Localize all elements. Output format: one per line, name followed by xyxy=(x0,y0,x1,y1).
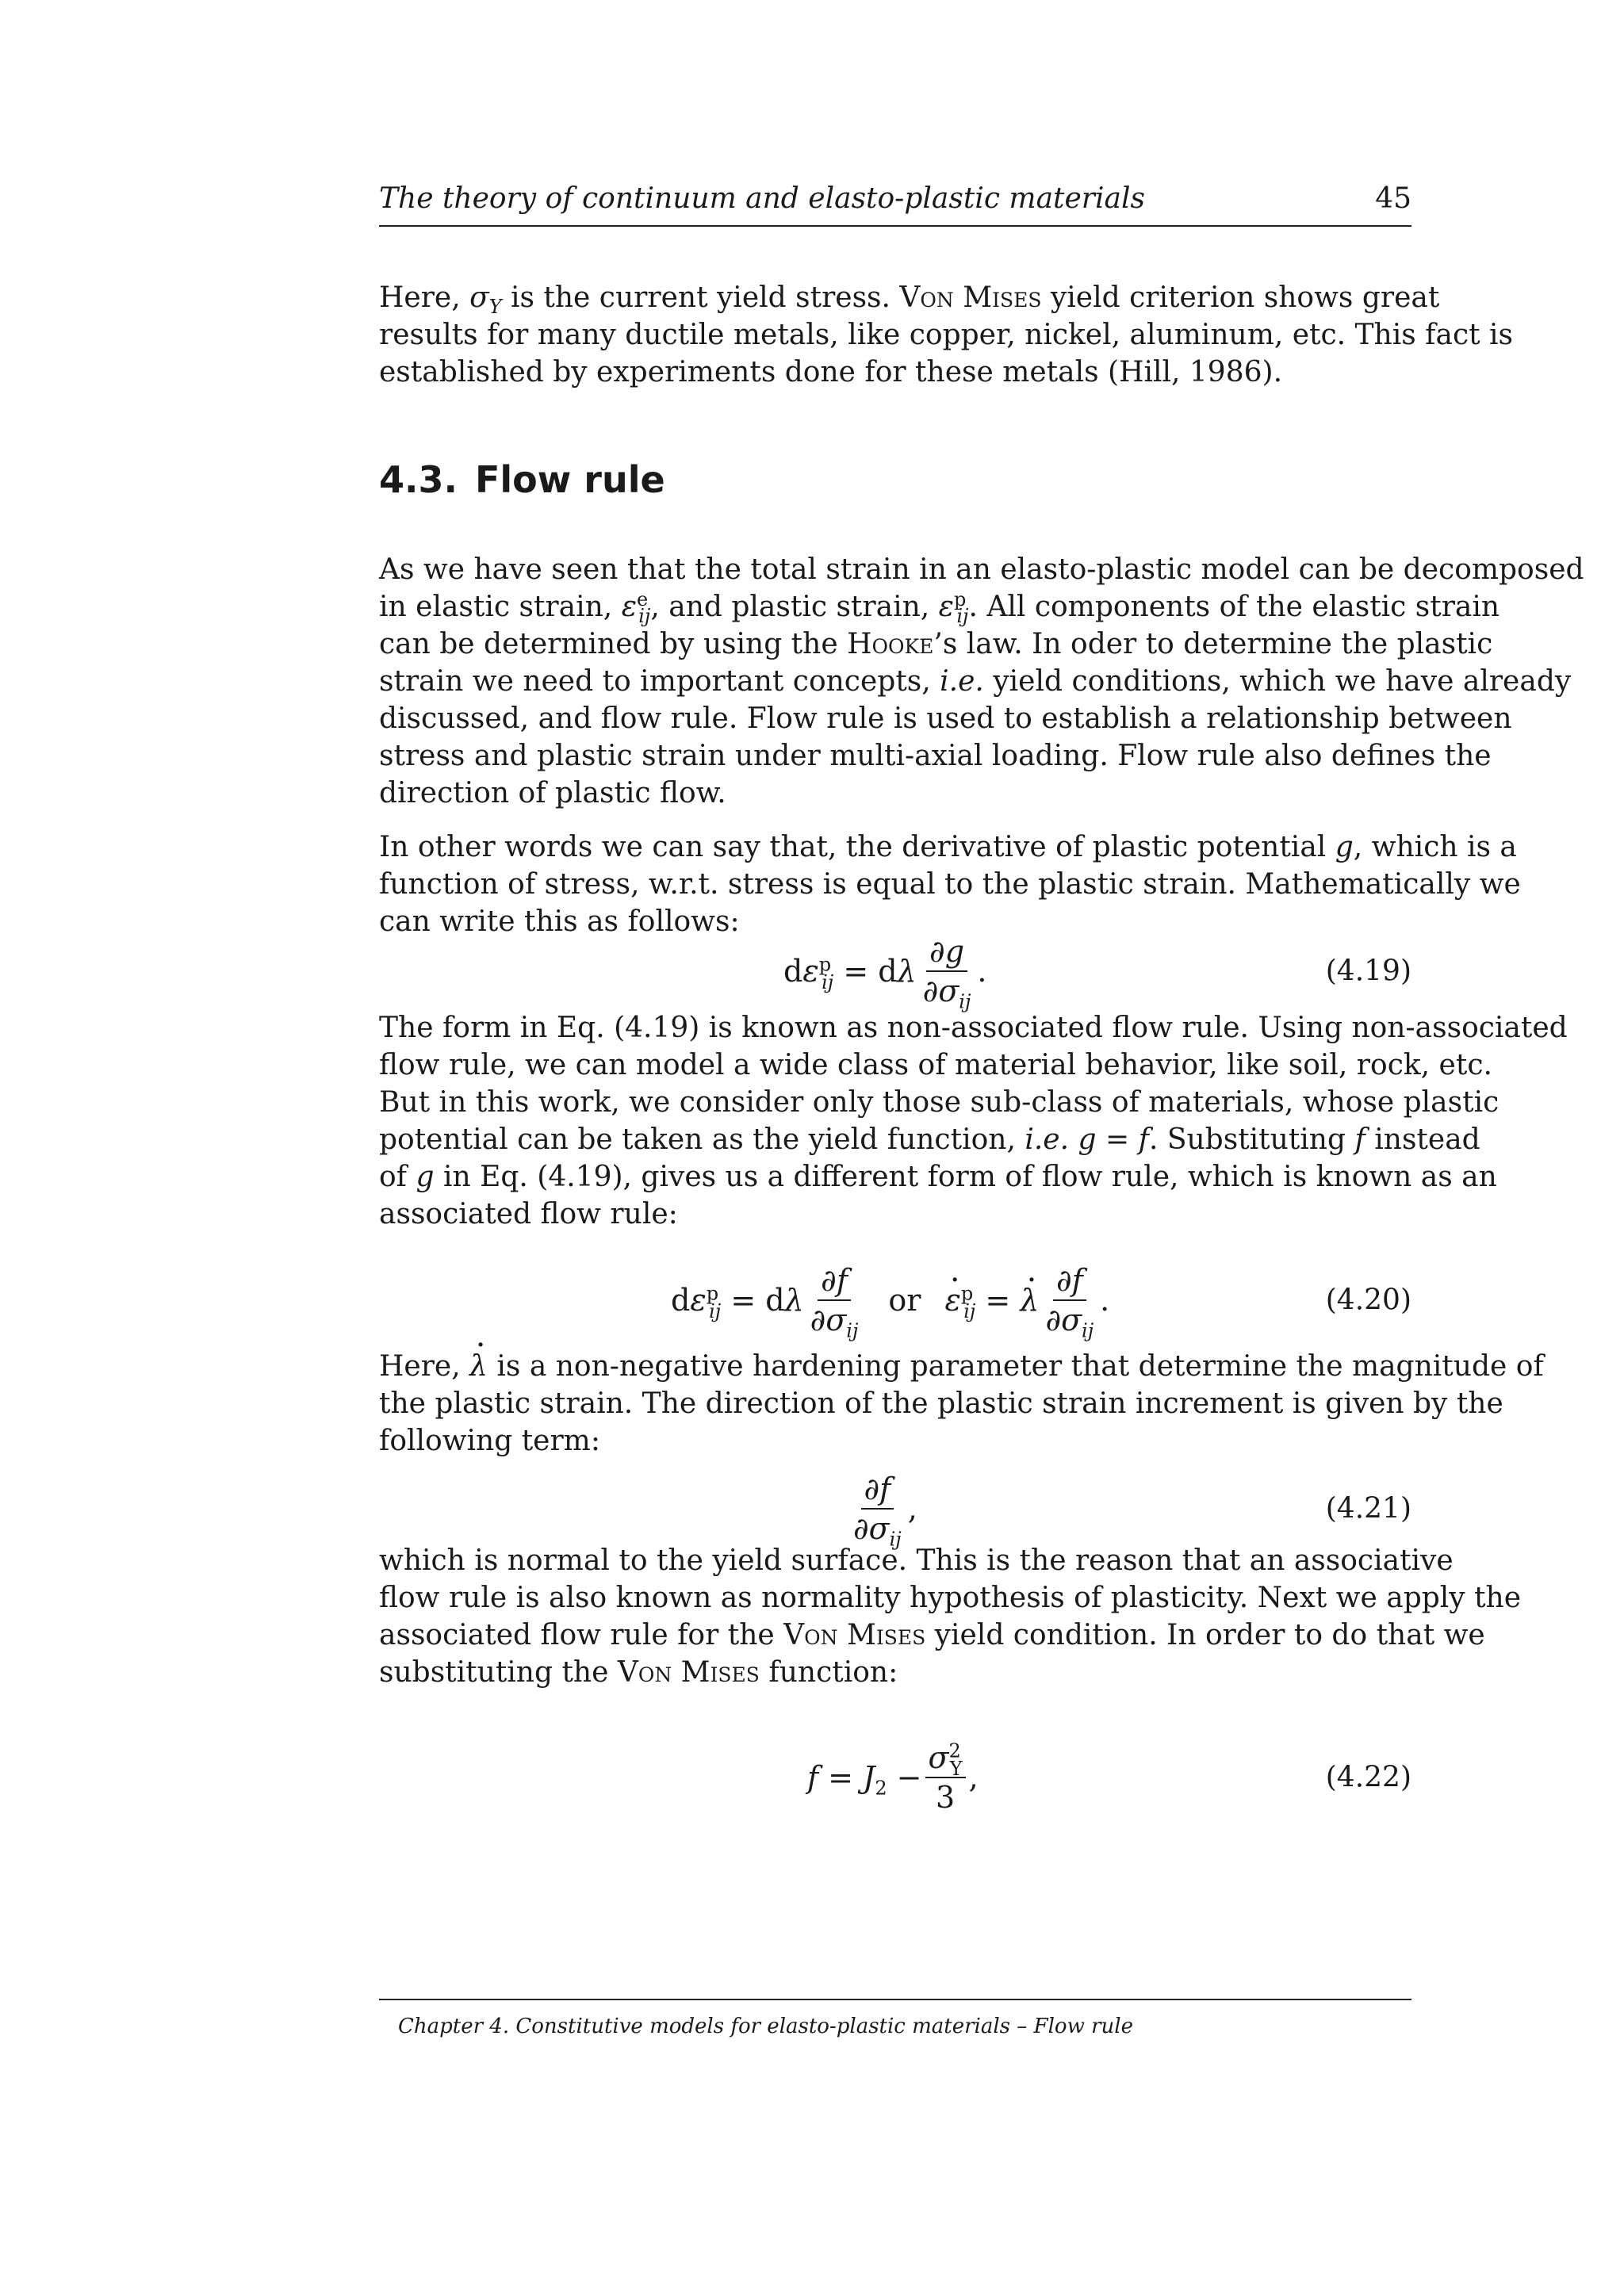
paragraph-yield-stress xyxy=(379,279,1514,391)
von-mises-name: Von Mises xyxy=(899,281,1042,314)
text-line: As we have seen that the total strain in an elasto-plastic model can be decomposed xyxy=(379,553,1584,586)
equation-number: (4.21) xyxy=(1325,1492,1411,1525)
footer-text: Chapter 4. Constitutive models for elasto-plastic materials – Flow rule xyxy=(398,2015,1133,2038)
equation-number: (4.22) xyxy=(1325,1761,1411,1794)
text-line: substituting the Von Mises function: xyxy=(379,1656,898,1689)
text-line: direction of plastic flow. xyxy=(379,777,726,809)
text-line: potential can be taken as the yield function, i.e. g = f. Substituting f instead xyxy=(379,1123,1480,1156)
text-line: can be determined by using the Hooke’s law. In oder to determine the plastic xyxy=(379,628,1493,660)
text-line: of g in Eq. (4.19), gives us a different form of flow rule, which is known as an xyxy=(379,1161,1497,1193)
equation-number: (4.19) xyxy=(1325,955,1411,988)
text-line: which is normal to the yield surface. This is the reason that an associative xyxy=(379,1544,1454,1577)
section-number: 4.3. xyxy=(379,458,458,501)
running-title: The theory of continuum and elasto-plastic materials xyxy=(379,182,1145,215)
text-line: associated flow rule for the Von Mises yield condition. In order to do that we xyxy=(379,1619,1485,1651)
text-line: flow rule is also known as normality hypothesis of plasticity. Next we apply the xyxy=(379,1582,1522,1614)
page-footer xyxy=(379,1999,1411,2038)
text-line: stress and plastic strain under multi-axial loading. Flow rule also defines the xyxy=(379,740,1492,772)
paragraph-plastic-potential xyxy=(379,828,1521,940)
text-line: results for many ductile metals, like copper, nickel, aluminum, etc. This fact is xyxy=(379,319,1514,351)
or-word: or xyxy=(888,1283,921,1318)
text-line: discussed, and flow rule. Flow rule is used to establish a relationship between xyxy=(379,702,1512,735)
equation-4-19: $d\varepsilon^p_{ij} = d\lambda$ $\frac{\partial g}{\partial\sigma_{ij}}$ . (4.19) xyxy=(783,934,1411,1013)
paragraph-strain-decomposition xyxy=(379,551,1584,812)
text-line: the plastic strain. The direction of the plastic strain increment is given by the xyxy=(379,1387,1503,1420)
equation-4-22: $f = J_2$ − $\frac{\sigma^2_Y}{3}$ , (4.22) xyxy=(807,1739,1411,1815)
text-line: in elastic strain, $\varepsilon^e_{ij}$, and plastic strain, $\varepsilon^p_{ij}$. All components of the elastic strain xyxy=(379,588,1500,628)
text-line: established by experiments done for these metals (Hill, 1986). xyxy=(379,356,1283,388)
hooke-name: Hooke xyxy=(847,628,934,660)
equation-4-20: $d\varepsilon^p_{ij} = d\lambda$ $\frac{\partial f}{\partial\sigma_{ij}}$ or · $\varepsilon^p_{ij}$ = · λ $\frac{\partial f}{\partial\sigma_{ij}}$ . (4.20) xyxy=(379,1265,1411,1336)
text-line: can write this as follows: xyxy=(379,905,740,938)
section-heading xyxy=(379,458,665,501)
page-number: 45 xyxy=(1375,182,1411,215)
text-line: But in this work, we consider only those sub-class of materials, whose plastic xyxy=(379,1086,1500,1119)
text-line: Here, · λ is a non-negative hardening parameter that determine the magnitude of xyxy=(379,1348,1411,1385)
text-line: function of stress, w.r.t. stress is equal to the plastic strain. Mathematically we xyxy=(379,868,1521,901)
equation-4-21: $\frac{\partial f}{\partial\sigma_{ij}}$ , (4.21) xyxy=(853,1471,1411,1551)
text-line: associated flow rule: xyxy=(379,1198,678,1230)
text-line: flow rule, we can model a wide class of material behavior, like soil, rock, etc. xyxy=(379,1049,1492,1081)
paragraph-hardening-parameter xyxy=(379,1348,1544,1460)
equation-number: (4.20) xyxy=(1325,1284,1411,1317)
text-line: Here, $\sigma_Y$ is the current yield stress. Von Mises yield criterion shows great xyxy=(379,281,1440,319)
paragraph-normality xyxy=(379,1542,1522,1691)
running-header xyxy=(379,179,1411,227)
text-line: The form in Eq. (4.19) is known as non-associated flow rule. Using non-associated xyxy=(379,1012,1568,1044)
section-title: Flow rule xyxy=(474,458,665,501)
text-line: strain we need to important concepts, i.e. yield conditions, which we have already xyxy=(379,665,1572,698)
von-mises-name: Von Mises xyxy=(783,1619,926,1651)
text-line: following term: xyxy=(379,1425,600,1457)
paragraph-associated-flow xyxy=(379,1009,1568,1233)
text-line: In other words we can say that, the derivative of plastic potential g, which is a xyxy=(379,831,1517,863)
